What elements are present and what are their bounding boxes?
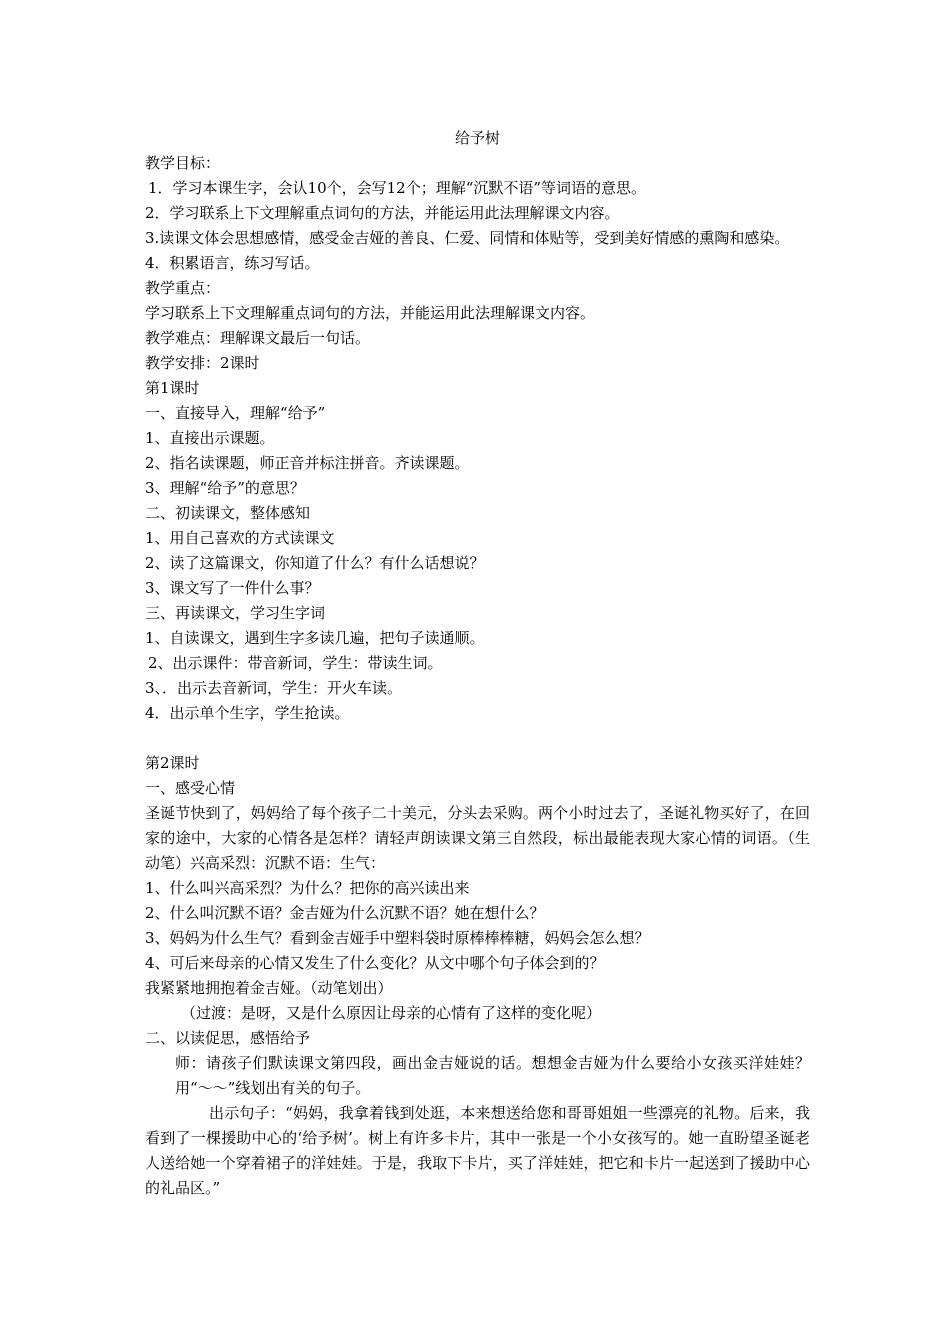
- lesson-1-part-3-heading: 三、再读课文，学习生字词: [145, 604, 326, 622]
- document-body: [145, 126, 810, 1201]
- section-heading-objectives: 教学目标：: [145, 154, 221, 172]
- lesson-1-part-3-step-4: 4．出示单个生字，学生抢读。: [145, 704, 350, 722]
- lesson-1-part-2-heading: 二、初读课文，整体感知: [145, 504, 311, 522]
- lesson-1-part-3-step-1: 1、自读课文，遇到生字多读几遍，把句子读通顺。: [145, 629, 485, 647]
- lesson-1-part-1-step-3: 3、理解“给予”的意思？: [145, 479, 305, 497]
- schedule-text: 教学安排：2课时: [145, 354, 260, 372]
- lesson-2-part-2-teacher: 师：请孩子们默读课文第四段，画出金吉娅说的话。想想金吉娅为什么要给小女孩买洋娃娃？用“～～”线划出有关的句子。: [175, 1054, 810, 1097]
- lesson-2-part-2-sentence: 出示句子：“妈妈，我拿着钱到处逛，本来想送给您和哥哥姐姐一些漂亮的礼物。后来，我看到了一棵援助中心的‘给予树’。树上有许多卡片，其中一张是一个小女孩写的。她一直盼望圣诞老人送给她一个穿着裙子的洋娃娃。于是，我取下卡片，买了洋娃娃，把它和卡片一起送到了援助中心的礼品区。”: [145, 1104, 810, 1197]
- lesson-2-part-1-heading: 一、感受心情: [145, 779, 236, 797]
- lesson-2-part-1-question-4: 4、可后来母亲的心情又发生了什么变化？从文中哪个句子体会到的？: [145, 954, 605, 972]
- difficulty-text: 教学难点：理解课文最后一句话。: [145, 329, 371, 347]
- lesson-1-part-2-step-3: 3、课文写了一件什么事？: [145, 579, 320, 597]
- lesson-1-part-1-heading: 一、直接导入，理解“给予”: [145, 404, 326, 422]
- document-title: 给予树: [454, 129, 500, 147]
- lesson-2-part-1-question-1: 1、什么叫兴高采烈？为什么？把你的高兴读出来: [145, 879, 470, 897]
- objective-4: 4．积累语言，练习写话。: [145, 254, 320, 272]
- lesson-2-part-1-intro: 圣诞节快到了，妈妈给了每个孩子二十美元，分头去采购。两个小时过去了，圣诞礼物买好了，在回家的途中，大家的心情各是怎样？请轻声朗读课文第三自然段，标出最能表现大家心情的词语。（生动笔）兴高采烈：沉默不语：生气：: [145, 804, 810, 872]
- objective-1: 1．学习本课生字，会认10个，会写12个；理解“沉默不语”等词语的意思。: [148, 179, 647, 197]
- section-heading-key-points: 教学重点：: [145, 279, 221, 297]
- lesson-2-part-2-heading: 二、以读促思，感悟给予: [145, 1029, 311, 1047]
- lesson-2-part-1-question-2: 2、什么叫沉默不语？金吉娅为什么沉默不语？她在想什么？: [145, 904, 545, 922]
- lesson-1-part-2-step-2: 2、读了这篇课文，你知道了什么？有什么话想说？: [145, 554, 485, 572]
- lesson-2-heading: 第2课时: [145, 754, 200, 772]
- lesson-1-part-1-step-2: 2、指名读课题，师正音并标注拼音。齐读课题。: [145, 454, 470, 472]
- blank-line: [145, 726, 810, 751]
- lesson-2-transition: （过渡：是呀，又是什么原因让母亲的心情有了这样的变化呢）: [181, 1004, 602, 1022]
- key-point-text: 学习联系上下文理解重点词句的方法，并能运用此法理解课文内容。: [145, 304, 596, 322]
- lesson-1-part-3-step-2: 2、出示课件：带音新词，学生：带读生词。: [148, 654, 443, 672]
- lesson-1-part-1-step-1: 1、直接出示课题。: [145, 429, 275, 447]
- lesson-1-part-2-step-1: 1、用自己喜欢的方式读课文: [145, 529, 335, 547]
- objective-2: 2．学习联系上下文理解重点词句的方法，并能运用此法理解课文内容。: [145, 204, 620, 222]
- lesson-1-heading: 第1课时: [145, 379, 200, 397]
- lesson-1-part-3-step-3: 3、．出示去音新词，学生：开火车读。: [145, 679, 403, 697]
- lesson-2-part-1-question-3: 3、妈妈为什么生气？看到金吉娅手中塑料袋时原棒棒棒糖，妈妈会怎么想？: [145, 929, 650, 947]
- objective-3: 3.读课文体会思想感情，感受金吉娅的善良、仁爱、同情和体贴等，受到美好情感的熏陶和感染。: [145, 229, 790, 247]
- lesson-2-part-1-quote: 我紧紧地拥抱着金吉娅。（动笔划出）: [145, 979, 393, 997]
